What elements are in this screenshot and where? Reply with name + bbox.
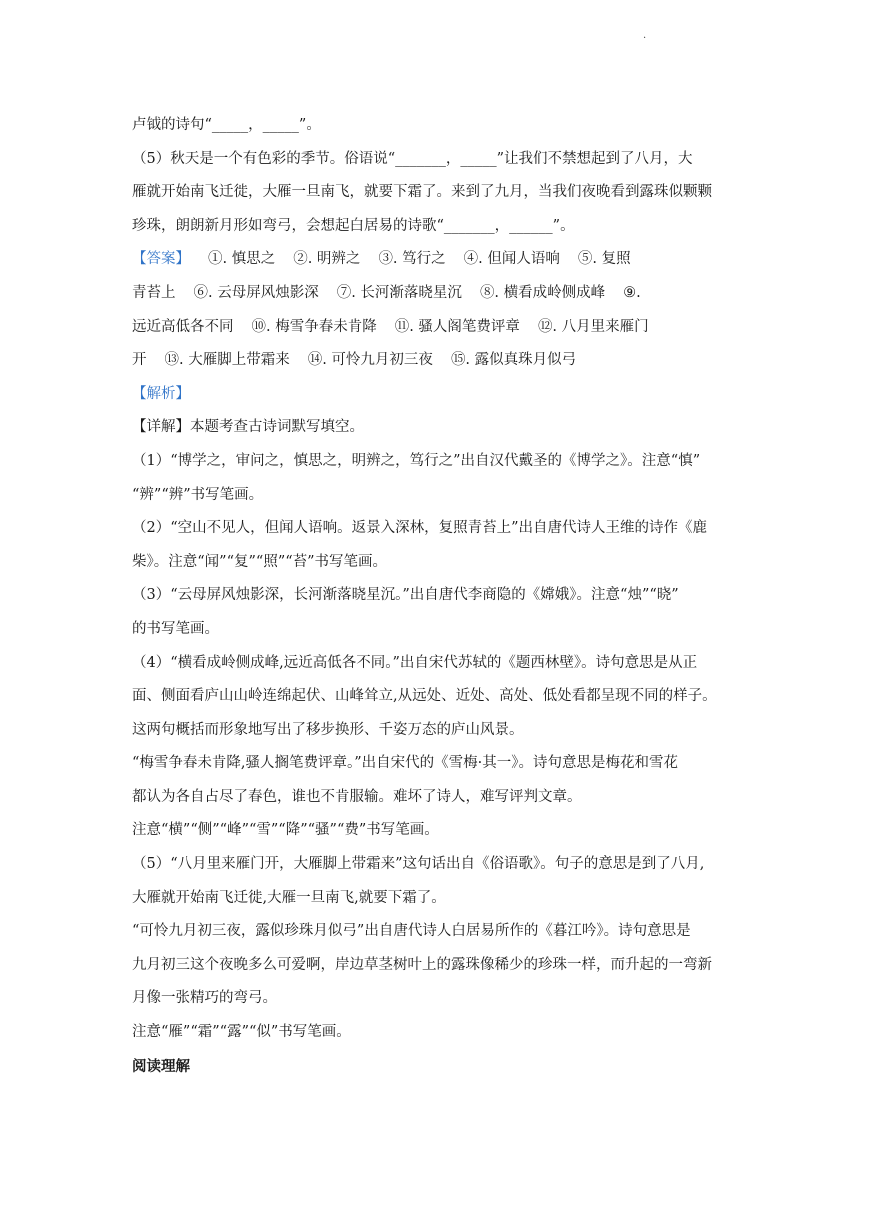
answer-item: ⑦. 长河渐落晓星沉 — [336, 284, 462, 301]
analysis-line: （1）“博学之，审问之，慎思之，明辨之，笃行之”出自汉代戴圣的《博学之》。注意“慎” — [132, 452, 701, 469]
page-marker-dot: . — [643, 30, 647, 41]
document-body — [132, 109, 744, 1083]
question-5-line: （5）秋天是一个有色彩的季节。俗语说“_______，_____”让我们不禁想起到了八月，大 — [132, 150, 693, 167]
answer-item: 开 — [132, 352, 147, 369]
answer-item: ⑪. 骚人阁笔费评章 — [394, 318, 520, 335]
analysis-line: 月像一张精巧的弯弓。 — [132, 990, 277, 1007]
analysis-line: 面、侧面看庐山山岭连绵起伏、山峰耸立,从远处、近处、高处、低处看都呈现不同的样子。 — [132, 688, 717, 705]
answer-block — [132, 243, 744, 377]
answer-item: ⑬. 大雁脚上带霜来 — [164, 352, 290, 369]
answer-item: ①. 慎思之 — [208, 251, 276, 268]
analysis-line: “梅雪争春未肯降,骚人搁笔费评章。”出自宋代的《雪梅·其一》。诗句意思是梅花和雪花 — [132, 755, 679, 772]
answer-item: ⑮. 露似真珠月似弓 — [450, 352, 577, 369]
analysis-line: 九月初三这个夜晚多么可爱啊，岸边草茎树叶上的露珠像稀少的珍珠一样，而升起的一弯新 — [132, 956, 712, 973]
question-line: 卢钺的诗句“_____，_____”。 — [132, 117, 321, 133]
answer-item: 远近高低各不同 — [132, 318, 234, 335]
question-5-line: 珍珠，朗朗新月形如弯弓，会想起白居易的诗歌“_______，______”。 — [132, 217, 575, 234]
analysis-tag: 【解析】 — [132, 385, 190, 402]
analysis-line: （2）“空山不见人，但闻人语响。返景入深林，复照青苔上”出自唐代诗人王维的诗作《鹿 — [132, 520, 708, 537]
analysis-line: 注意“雁”“霜”“露”“似”书写笔画。 — [132, 1024, 351, 1041]
analysis-line: 大雁就开始南飞迁徙,大雁一旦南飞,就要下霜了。 — [132, 889, 446, 906]
question-5-line: 雁就开始南飞迁徙，大雁一旦南飞，就要下霜了。来到了九月，当我们夜晚看到露珠似颗颗 — [132, 184, 712, 201]
answer-item: ⑫. 八月里来雁门 — [537, 318, 649, 335]
section-title: 阅读理解 — [132, 1057, 190, 1075]
answer-item: ②. 明辨之 — [293, 251, 361, 268]
answer-item: ④. 但闻人语响 — [463, 251, 560, 268]
answer-item: ⑨. — [623, 284, 641, 301]
answer-item: ③. 笃行之 — [378, 251, 446, 268]
analysis-line: 柴》。注意“闻”“复”“照”“苔”书写笔画。 — [132, 553, 388, 570]
answer-item: ⑥. 云母屏风烛影深 — [193, 284, 319, 301]
answer-item: 青苔上 — [132, 284, 176, 301]
answer-tag: 【答案】 — [132, 251, 190, 268]
answer-item: ⑩. 梅雪争春未肯降 — [251, 318, 377, 335]
answer-item: ⑧. 横看成岭侧成峰 — [479, 284, 606, 301]
analysis-line: （3）“云母屏风烛影深，长河渐落晓星沉。”出自唐代李商隐的《嫦娥》。注意“烛”“晓” — [132, 587, 679, 604]
analysis-line: 都认为各自占尽了春色，谁也不肯服输。难坏了诗人，难写评判文章。 — [132, 788, 582, 805]
analysis-line: 的书写笔画。 — [132, 620, 219, 637]
analysis-line: “可怜九月初三夜，露似珍珠月似弓”出自唐代诗人白居易所作的《暮江吟》。诗句意思是 — [132, 923, 691, 940]
analysis-line: “辨”“辨”书写笔画。 — [132, 486, 264, 503]
answer-item: ⑭. 可怜九月初三夜 — [307, 352, 433, 369]
analysis-line: 这两句概括而形象地写出了移步换形、千姿万态的庐山风景。 — [132, 721, 524, 738]
analysis-line: （4）“横看成岭侧成峰,远近高低各不同。”出自宋代苏轼的《题西林壁》。诗句意思是从正 — [132, 654, 698, 671]
answer-item: ⑤. 复照 — [577, 251, 631, 268]
analysis-line: （5）“八月里来雁门开，大雁脚上带霜来”这句话出自《俗语歌》。句子的意思是到了八月, — [132, 856, 705, 873]
analysis-line: 【详解】本题考查古诗词默写填空。 — [132, 419, 364, 436]
analysis-line: 注意“横”“侧”“峰”“雪”“降”“骚”“费”书写笔画。 — [132, 822, 439, 839]
